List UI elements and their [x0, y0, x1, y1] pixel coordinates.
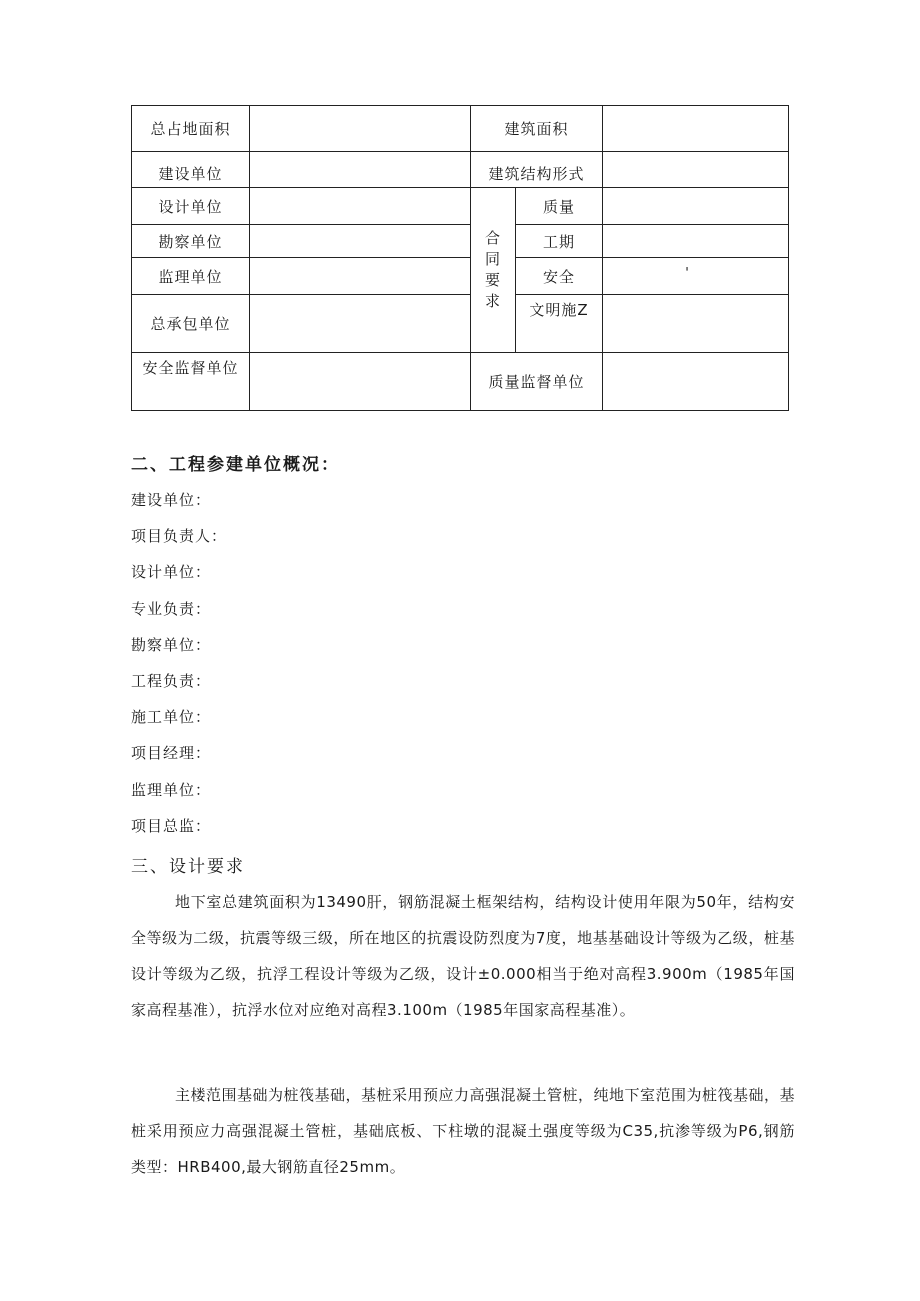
contract-requirements-cell: [471, 188, 516, 353]
construction-unit-value: [250, 152, 471, 188]
structure-form-value: [603, 152, 789, 188]
list-item: 建设单位：: [131, 491, 212, 509]
safety-label: 安全: [516, 258, 603, 295]
survey-unit-value: [250, 225, 471, 258]
list-item: 监理单位：: [131, 780, 212, 799]
survey-unit-label: 勘察单位: [132, 225, 250, 258]
table-row: [132, 225, 789, 258]
building-area-label: 建筑面积: [471, 106, 603, 152]
structure-form-label: 建筑结构形式: [471, 152, 603, 188]
section-2-title: 二、工程参建单位概况：: [131, 455, 340, 475]
list-item: 项目经理：: [131, 744, 212, 763]
table-row: [132, 258, 789, 295]
civilized-construction-value: [603, 295, 789, 353]
safety-supervision-value: [250, 353, 471, 411]
schedule-value: [603, 225, 789, 258]
general-contractor-value: [250, 295, 471, 353]
participant-field-list: [131, 488, 227, 850]
design-unit-value: [250, 188, 471, 225]
design-requirements-paragraph-1: 地下室总建筑面积为13490肝，钢筋混凝土框架结构，结构设计使用年限为50年，结构安全等级为二级，抗震等级三级，所在地区的抗震设防烈度为7度，地基基础设计等级为乙级，桩基设计等级为乙级，抗浮工程设计等级为乙级，设计±0.000相当于绝对高程3.900m（1985年国家高程基准），抗浮水位对应绝对高程3.100m（1985年国家高程基准）。: [131, 893, 795, 1019]
list-item: 施工单位：: [131, 708, 212, 727]
quality-supervision-label: 质量监督单位: [471, 353, 603, 411]
general-contractor-label: 总承包单位: [132, 295, 250, 353]
design-requirements-paragraph-2: 主楼范围基础为桩筏基础，基桩采用预应力高强混凝土管桩，纯地下室范围为桩筏基础，基桩采用预应力高强混凝土管桩，基础底板、下柱墩的混凝土强度等级为C35,抗渗等级为P6,钢筋类型：HRB400,最大钢筋直径25mm。: [131, 1086, 796, 1176]
table-row: [132, 188, 789, 225]
list-item: 勘察单位：: [131, 635, 212, 654]
civilized-construction-label: 文明施Z: [516, 295, 603, 353]
supervision-unit-label: 监理单位: [132, 258, 250, 295]
design-unit-label: 设计单位: [132, 188, 250, 225]
list-item: 项目负责人：: [131, 527, 228, 546]
quality-label: 质量: [516, 188, 603, 225]
total-land-area-value: [250, 106, 471, 152]
schedule-label: 工期: [516, 225, 603, 258]
safety-supervision-label: 安全监督单位: [132, 353, 250, 411]
list-item: 专业负责：: [131, 599, 212, 618]
section-3-title: 三、设计要求: [131, 857, 245, 877]
quality-value: [603, 188, 789, 225]
total-land-area-label: 总占地面积: [132, 106, 250, 152]
list-item: 设计单位：: [131, 563, 212, 582]
list-item: 工程负责：: [131, 671, 212, 690]
safety-value: [603, 258, 789, 295]
table-row: [132, 295, 789, 353]
building-area-value: [603, 106, 789, 152]
quality-supervision-value: [603, 353, 789, 411]
supervision-unit-value: [250, 258, 471, 295]
construction-unit-label: 建设单位: [132, 152, 250, 188]
table-row: [132, 353, 789, 411]
list-item: 项目总监：: [131, 816, 212, 835]
table-row: [132, 152, 789, 188]
project-info-table: [131, 105, 789, 411]
safety-value-mark: ': [685, 266, 690, 281]
table-row: [132, 106, 789, 152]
contract-requirements-label: 合同要求: [485, 229, 502, 310]
